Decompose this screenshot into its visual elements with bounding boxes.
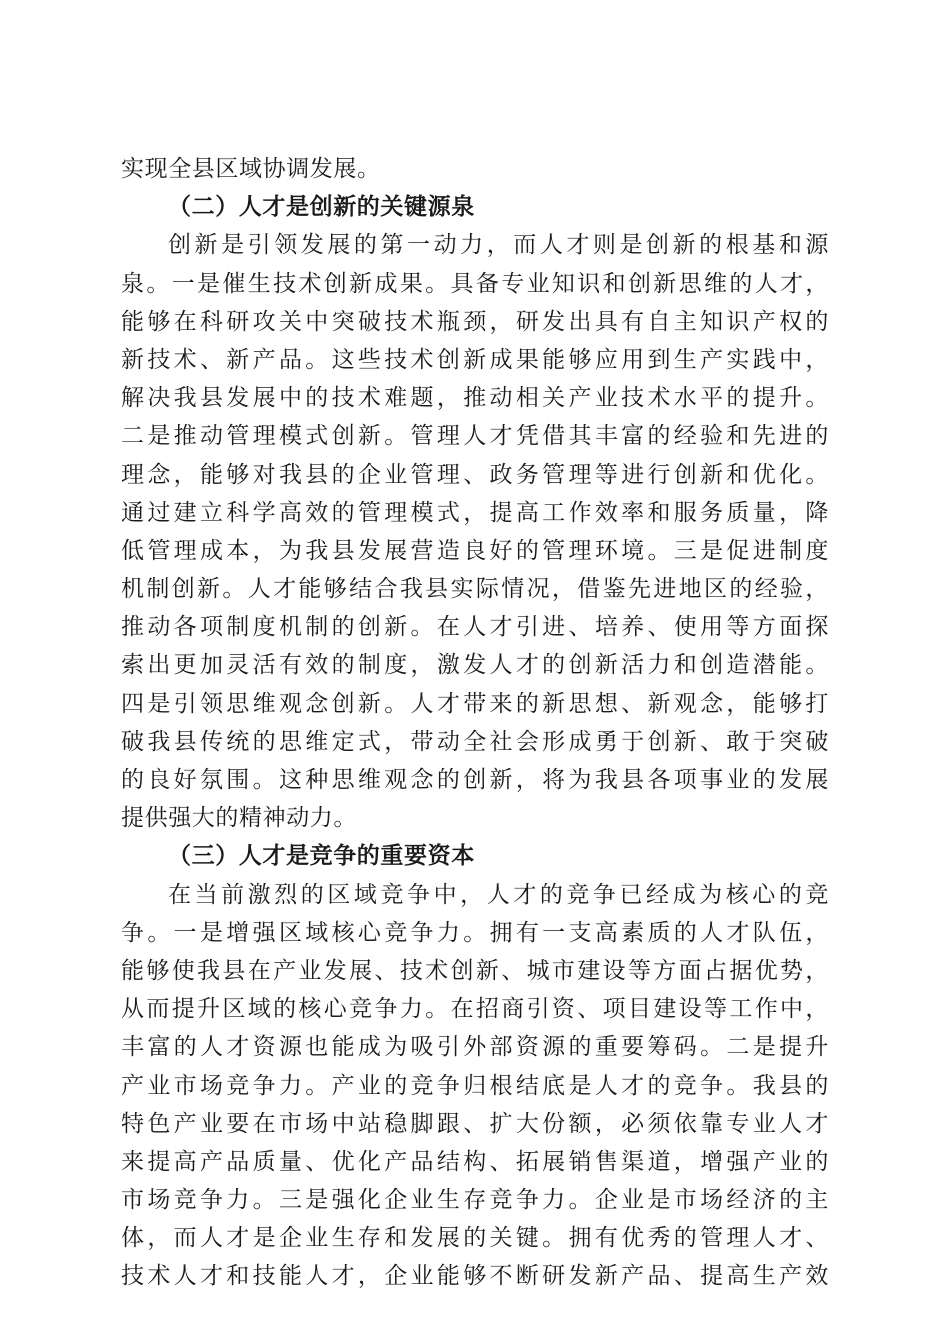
text-line: 四是引领思维观念创新。人才带来的新思想、新观念，能够打 <box>121 690 829 717</box>
text-line: 从而提升区域的核心竞争力。在招商引资、项目建设等工作中， <box>121 996 829 1023</box>
text-line: 在当前激烈的区域竞争中，人才的竞争已经成为核心的竞 <box>168 881 829 908</box>
text-line: 争。一是增强区域核心竞争力。拥有一支高素质的人才队伍， <box>121 919 829 946</box>
text-line: 实现全县区域协调发展。 <box>121 156 381 182</box>
body-text <box>121 150 829 1296</box>
text-line: 丰富的人才资源也能成为吸引外部资源的重要筹码。二是提升 <box>121 1034 829 1061</box>
text-line: 能够在科研攻关中突破技术瓶颈，研发出具有自主知识产权的 <box>121 308 829 335</box>
text-line: 泉。一是催生技术创新成果。具备专业知识和创新思维的人才， <box>121 270 829 297</box>
section-heading-2: （二）人才是创新的关键源泉 <box>168 193 475 221</box>
text-line: 特色产业要在市场中站稳脚跟、扩大份额，必须依靠专业人才 <box>121 1110 829 1137</box>
text-line: 市场竞争力。三是强化企业生存竞争力。企业是市场经济的主 <box>121 1187 829 1214</box>
text-line: 能够使我县在产业发展、技术创新、城市建设等方面占据优势， <box>121 957 829 984</box>
text-line: 的良好氛围。这种思维观念的创新，将为我县各项事业的发展 <box>121 767 829 793</box>
text-line: 通过建立科学高效的管理模式，提高工作效率和服务质量，降 <box>121 499 829 526</box>
section-heading-3: （三）人才是竞争的重要资本 <box>168 842 475 870</box>
text-line: 提供强大的精神动力。 <box>121 805 357 832</box>
text-line: 二是推动管理模式创新。管理人才凭借其丰富的经验和先进的 <box>121 423 829 450</box>
text-line: 创新是引领发展的第一动力，而人才则是创新的根基和源 <box>168 232 829 259</box>
text-line: 破我县传统的思维定式，带动全社会形成勇于创新、敢于突破 <box>121 728 829 755</box>
text-line: 机制创新。人才能够结合我县实际情况，借鉴先进地区的经验， <box>121 576 829 603</box>
text-line: 技术人才和技能人才，企业能够不断研发新产品、提高生产效 <box>121 1263 829 1290</box>
text-line: 产业市场竞争力。产业的竞争归根结底是人才的竞争。我县的 <box>121 1072 829 1099</box>
text-line: 体，而人才是企业生存和发展的关键。拥有优秀的管理人才、 <box>121 1225 829 1252</box>
text-line: 低管理成本，为我县发展营造良好的管理环境。三是促进制度 <box>121 537 829 564</box>
text-line: 理念，能够对我县的企业管理、政务管理等进行创新和优化。 <box>121 461 829 488</box>
text-line: 推动各项制度机制的创新。在人才引进、培养、使用等方面探 <box>121 614 829 641</box>
text-line: 索出更加灵活有效的制度，激发人才的创新活力和创造潜能。 <box>121 652 829 679</box>
text-line: 解决我县发展中的技术难题，推动相关产业技术水平的提升。 <box>121 385 829 412</box>
text-line: 来提高产品质量、优化产品结构、拓展销售渠道，增强产业的 <box>121 1148 829 1175</box>
text-line: 新技术、新产品。这些技术创新成果能够应用到生产实践中， <box>121 346 829 373</box>
